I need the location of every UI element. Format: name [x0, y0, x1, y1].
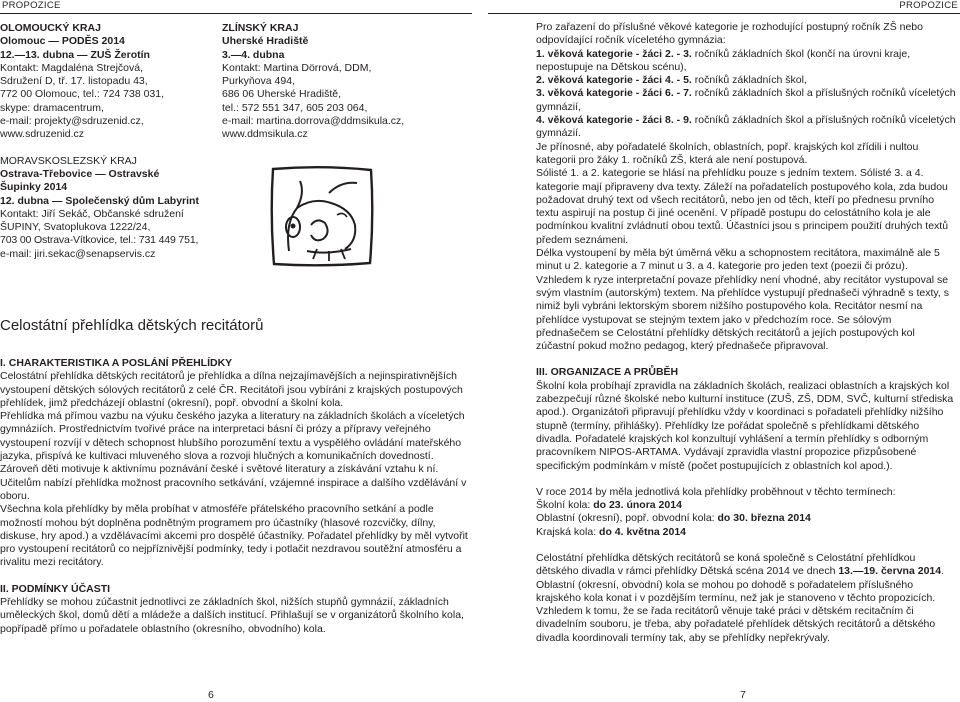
section-heading-2: II. PODMÍNKY ÚČASTI	[0, 582, 111, 595]
contact-line: Purkyňova 494,	[222, 75, 295, 88]
region-name: ZLÍNSKÝ KRAJ	[222, 22, 299, 34]
paragraph: Je přínosné, aby pořadatelé školních, oblastních, popř. krajských kol zřídili i nultou kategorii pro žáky 1. ročníků ZŠ, která ale není postupová.	[536, 140, 919, 166]
date-label: Školní kola:	[536, 499, 594, 512]
page-number-left: 6	[208, 689, 214, 701]
illustration-logo	[267, 163, 377, 269]
contact-line: ŠUPINY, Svatoplukova 1222/24,	[0, 221, 151, 234]
left-page-body	[0, 357, 472, 636]
date-item	[536, 512, 956, 525]
contact-line: e-mail: projekty@sdruzenid.cz,	[0, 115, 144, 128]
category-text: ročníků základních škol,	[691, 74, 807, 87]
date-item	[536, 499, 956, 512]
category-text: ročníků základních škol (končí na úrovni kraje, nepostupuje na Dětskou scénu),	[536, 47, 911, 73]
contact-line: tel.: 572 551 347, 605 203 064,	[222, 101, 368, 114]
category-label: 4. věková kategorie - žáci 8. - 9.	[536, 114, 692, 127]
paragraph: Sólisté 1. a 2. kategorie se hlásí na přehlídku pouze s jedním textem. Sólisté 3. a 4. kategorie mají připraveny dva texty. Záleží na pořadatelích postupového kola, zda budou požadovat druhý text od všech recitátorů, nebo jen od těch, kteří po přednesu prvního textu aspirují na postup či jiné ocenění. V případě postupu do celostátního kola je ale podmínkou kvalitní zvládnutí obou textů. Účastníci jsou s principem použití druhých textů předem seznámeni.	[536, 167, 949, 246]
paragraph: Školní kola probíhají zpravidla na základních školách, realizaci oblastních a krajských kol zabezpečují různé školské nebo kulturní instituce (ZUŠ, ZŠ, DDM, SVČ, kulturní střediska apod.). Organizátoři připravují přehlídku vždy v koordinaci s pořadateli přehlídky nižšího stupně (termíny, přihlášky). Přehlídky lze pořádat společně s přehlídkami dětského divadla. Pořadatelé krajských kol konzultují vyhlášení a termín přehlídky s odborným pracovníkem NIPOS-ARTAMA. Vydávají zpravidla vlastní propozice přizpůsobené specifickým podmínkám v místě (počet postupujících z oblastních kol apod.).	[536, 379, 954, 472]
category-item	[536, 87, 956, 114]
paragraph: Celostátní přehlídka dětských recitátorů je přehlídka a dílna nejzajímavějších a nejinspirativnějších vystoupení dětských sólových recitátorů z celé ČR. Recitátoři jsou vybíráni z krajských postupových přehlídek, jimž předcházejí oblastní (okresní), popř. obvodní a školní kola.	[0, 370, 463, 409]
contact-olomoucky	[0, 22, 205, 142]
category-text: ročníků základních škol a příslušných ročníků víceletých gymnázií.	[536, 114, 956, 140]
category-label: 1. věková kategorie - žáci 2. - 3.	[536, 47, 692, 60]
contact-line: Sdružení D, tř. 17. listopadu 43,	[0, 75, 148, 88]
category-label: 2. věková kategorie - žáci 4. - 5.	[536, 74, 692, 87]
date-item	[536, 526, 956, 539]
contact-line: 703 00 Ostrava-Vítkovice, tel.: 731 449 751,	[0, 234, 199, 247]
category-item	[536, 48, 956, 75]
running-header-left: PROPOZICE	[2, 0, 61, 11]
contact-line: www.ddmsikula.cz	[222, 128, 308, 141]
region-city: Uherské Hradiště	[222, 35, 309, 48]
closing-paragraph	[536, 552, 956, 645]
region-city: Ostrava-Třebovice — Ostravské	[0, 167, 160, 180]
categories-intro: Pro zařazení do příslušné věkové kategorie je rozhodující postupný ročník ZŠ nebo odpovídající ročník víceletého gymnázia:	[536, 21, 923, 47]
contact-line: e-mail: jiri.sekac@senapservis.cz	[0, 247, 156, 260]
contact-line: Kontakt: Martina Dörrová, DDM,	[222, 61, 372, 74]
header-rule-left	[0, 13, 472, 14]
page-number-right: 7	[740, 689, 746, 701]
date-label: Krajská kola:	[536, 525, 600, 538]
contact-moravskoslezsky	[0, 155, 205, 261]
closing-text: . Oblastní (okresní, obvodní) kola se mohou po dohodě s pořadatelem příslušného krajského kola konat i v pozdějším termínu, než jak je stanoveno v těchto propozicích. Vzhledem k tomu, že se řada recitátorů věnuje také práci v dětském recitačním či divadelním souboru, je třeba, aby pořadatelé přehlídek dětských recitátorů a dětského divadla koordinovali termíny tak, aby se přehlídky nepřekrývaly.	[536, 565, 945, 644]
dates-intro: V roce 2014 by měla jednotlivá kola přehlídky proběhnout v těchto termínech:	[536, 485, 896, 498]
contact-zlinsky	[222, 22, 452, 142]
region-date: 12.—13. dubna — ZUŠ Žerotín	[0, 48, 150, 61]
contact-line: skype: dramacentrum,	[0, 101, 104, 114]
section-title: Celostátní přehlídka dětských recitátorů	[0, 317, 264, 334]
date-value: do 23. února 2014	[593, 499, 682, 512]
region-date: 3.—4. dubna	[222, 48, 285, 61]
category-text: ročníků základních škol a příslušných ročníků víceletých gymnázií,	[536, 87, 956, 113]
region-date: 12. dubna — Společenský dům Labyrint	[0, 194, 199, 207]
date-value: do 30. března 2014	[717, 512, 811, 525]
paragraph: Přehlídka má přímou vazbu na výuku českého jazyka a literatury na základních školách a víceletých gymnáziích. Prostřednictvím tvořivé práce na interpretaci básní či prózy a přípravy veřejného vystoupení rozvíjí v dětech schopnost hlubšího porozumění textu a vyspělého ovládání mateřského jazyka, přispívá ke kultivaci mluveného slova a rozvoji hlučných a komunikačních dovedností. Zároveň děti motivuje k aktivnímu poznávání české i světové literatury a získávání vztahu k ní.	[0, 410, 465, 476]
section-heading-1: I. CHARAKTERISTIKA A POSLÁNÍ PŘEHLÍDKY	[0, 357, 233, 369]
paragraph: Učitelům nabízí přehlídka možnost pracovního setkávání, vzájemné inspirace a dalšího vzdělávání v oboru.	[0, 476, 467, 502]
region-name: OLOMOUCKÝ KRAJ	[0, 22, 101, 34]
contact-line: 772 00 Olomouc, tel.: 724 738 031,	[0, 88, 165, 101]
region-name: MORAVSKOSLEZSKÝ KRAJ	[0, 154, 137, 167]
regional-contacts-column-2	[222, 22, 452, 142]
header-rule-right	[488, 13, 960, 14]
closing-text: Celostátní přehlídka dětských recitátorů se koná společně s Celostátní přehlídkou dětského divadla v rámci přehlídky Dětská scéna 2014 ve dnech	[536, 551, 916, 578]
region-city: Olomouc — PODĚS 2014	[0, 35, 125, 48]
contact-line: 686 06 Uherské Hradiště,	[222, 88, 342, 101]
date-value: do 4. května 2014	[599, 525, 686, 538]
running-header-right: PROPOZICE	[899, 0, 958, 11]
category-item	[536, 114, 956, 141]
category-label: 3. věková kategorie - žáci 6. - 7.	[536, 87, 692, 100]
closing-dates: 13.—19. června 2014	[838, 565, 942, 578]
region-city-2: Šupinky 2014	[0, 181, 68, 194]
right-page-body	[536, 21, 956, 645]
contact-line: Kontakt: Jiří Sekáč, Občanské sdružení	[0, 207, 184, 220]
contact-line: Kontakt: Magdaléna Strejčová,	[0, 61, 144, 74]
paragraph: Přehlídky se mohou zúčastnit jednotlivci ze základních škol, nižších stupňů gymnázií, základních uměleckých škol, domů dětí a mládeže a dalších institucí. Přihlašují se v organizátorů školního kola, popřípadě přímo u pořadatele oblastního (okresního, obvodního) kola.	[0, 596, 464, 635]
contact-line: www.sdruzenid.cz	[0, 128, 85, 141]
date-label: Oblastní (okresní), popř. obvodní kola:	[536, 512, 718, 525]
category-item	[536, 74, 956, 87]
regional-contacts-column-1	[0, 22, 205, 274]
paragraph: Všechna kola přehlídky by měla probíhat v atmosféře přátelského pracovního setkání a podle možností mohou být doplněna podnětným programem pro účastníky (hlasové rozcvičky, dílny, diskuse, hry apod.) a vzdělávacími akcemi pro dospělé účastníky. Pořadatel přehlídky by měl vytvořit pro vystoupení recitátorů co nejpříznivější podmínky, tedy i potlačit nezdravou soutěžní atmosféru a rivalitu mezi recitátory.	[0, 503, 468, 569]
section-heading-3: III. ORGANIZACE A PRŮBĚH	[536, 366, 679, 379]
contact-line: e-mail: martina.dorrova@ddmsikula.cz,	[222, 115, 405, 128]
paragraph: Délka vystoupení by měla být úměrná věku a schopnostem recitátora, maximálně ale 5 minut u 2. kategorie a 7 minut u 3. a 4. kategorie pro jeden text (poezii či prózu). Vzhledem k ryze interpretační povaze přehlídky není vhodné, aby recitátor vystupoval se svým vlastním (autorským) textem. Na přehlídce vystupují přednašeči výhradně s texty, s nimiž byli vybráni lektorským sborem nižšího postupového kola. Recitátor nesmí na přehlídce vystupovat se stejným textem jako v předchozím roce. Se sólovým přednašečem se Celostátní přehlídky dětských recitátorů a jejích postupových kol zúčastní pokud možno pedagog, který přednašeče připravoval.	[536, 247, 949, 353]
